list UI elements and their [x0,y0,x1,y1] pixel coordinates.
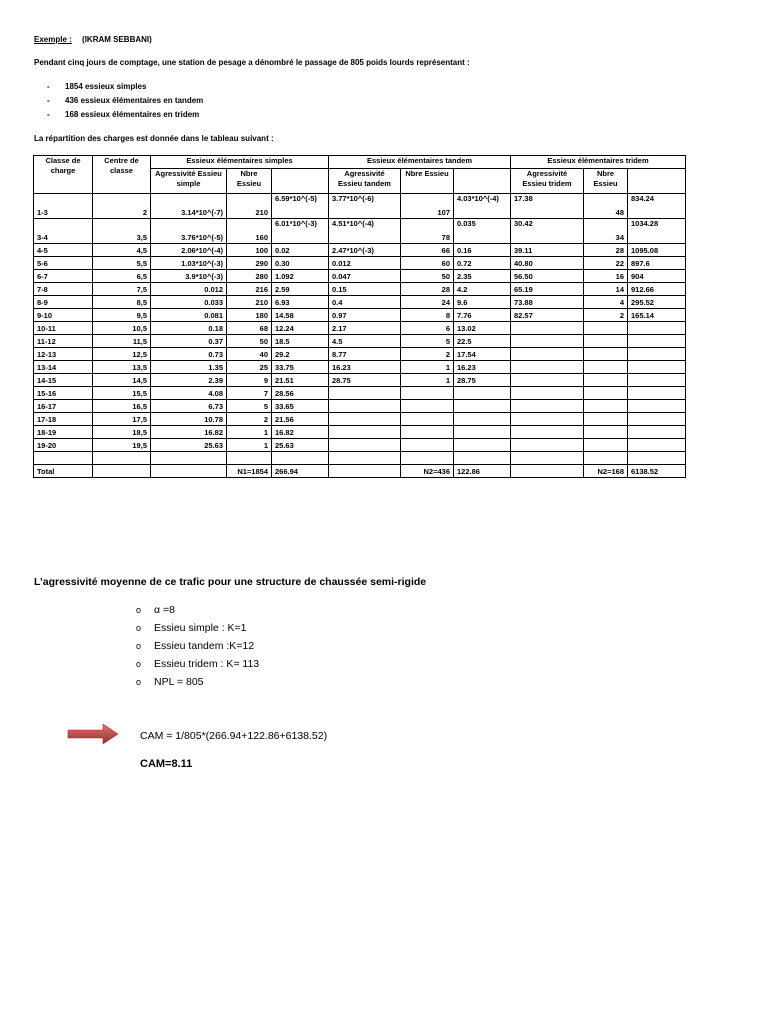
example-label: Exemple : [34,35,72,44]
cell-agg-tandem: 3.77*10^(-6) [329,194,401,219]
cell-agg-tridem [511,426,584,439]
cell-value-tandem: 9.6 [454,296,511,309]
cell-nbre-tandem: 24 [401,296,454,309]
cell-value-simple: 21.56 [272,413,329,426]
cell-agg-simple: 10.78 [151,413,227,426]
cell-agg-tridem: 39.11 [511,244,584,257]
cell-value-tridem [628,452,686,465]
cell-classe: 11-12 [34,335,93,348]
cell-agg-tridem: 17.38 [511,194,584,219]
cell-agg-tridem [511,452,584,465]
cell-centre: 14,5 [93,374,151,387]
table-row [34,244,686,257]
table-row [34,426,686,439]
cell-agg-simple: 3.14*10^(-7) [151,194,227,219]
cell-value-tandem: 7.76 [454,309,511,322]
cell-classe: 3-4 [34,219,93,244]
cell-nbre-tridem [584,439,628,452]
cell-value-simple: 2.59 [272,283,329,296]
cell-agg-tandem: 2.47*10^(-3) [329,244,401,257]
aggressiveness-title: L’agressivité moyenne de ce trafic pour une structure de chaussée semi-rigide [34,576,427,588]
cell-centre: 8,5 [93,296,151,309]
cell-centre: 15,5 [93,387,151,400]
cell-nbre-tandem: 1 [401,361,454,374]
cell-classe: 1-3 [34,194,93,219]
cell-value-tridem [628,387,686,400]
list-item: o α =8 [136,604,175,616]
table-total-row [34,465,686,478]
cam-formula: CAM = 1/805*(266.94+122.86+6138.52) [140,730,328,742]
cell-value-simple: 0.02 [272,244,329,257]
table-row [34,374,686,387]
cell-value-tridem: 897.6 [628,257,686,270]
cell-value-tridem: 1095.08 [628,244,686,257]
table-row [34,194,686,219]
list-item: o Essieu tandem :K=12 [136,640,255,652]
header-agg-tandem: Agressivité Essieu tandem [329,169,401,194]
cell-centre: 9,5 [93,309,151,322]
cell-agg-tridem [511,400,584,413]
cell-nbre-tandem [401,413,454,426]
cell-centre: 10,5 [93,322,151,335]
header-nbre-simple: Nbre Essieu [227,169,272,194]
cell-classe: 5-6 [34,257,93,270]
cell-classe: 18-19 [34,426,93,439]
header-empty [272,169,329,194]
cell-nbre-simple: 50 [227,335,272,348]
cell-nbre-tandem: 5 [401,335,454,348]
header-empty [628,169,686,194]
cell-value-tridem [628,439,686,452]
cell-nbre-tandem [401,400,454,413]
cell-nbre-simple: 68 [227,322,272,335]
cell-nbre-tandem [401,426,454,439]
cell-value-tandem: 13.02 [454,322,511,335]
cell-classe: 10-11 [34,322,93,335]
cell-agg-tridem [511,439,584,452]
cell-agg-simple: 16.82 [151,426,227,439]
cell-nbre-tridem: 22 [584,257,628,270]
cell-value-tandem [454,452,511,465]
cell-nbre-simple: 2 [227,413,272,426]
header-classe: Classe de charge [34,156,93,194]
cell-nbre-simple: 9 [227,374,272,387]
cell-value-simple: 21.51 [272,374,329,387]
header-agg-simple: Agressivité Essieu simple [151,169,227,194]
list-item: o Essieu simple : K=1 [136,622,247,634]
cell-nbre-tridem: 48 [584,194,628,219]
cell-agg-tridem [511,361,584,374]
cell-nbre-simple: 290 [227,257,272,270]
cell-agg-tridem [511,335,584,348]
cell-nbre-tridem: 16 [584,270,628,283]
cell-value-tridem [628,400,686,413]
table-row [34,257,686,270]
cell-value-tandem [454,426,511,439]
cell-value-tandem: 16.23 [454,361,511,374]
list-item: o Essieu tridem : K= 113 [136,658,260,670]
cell-agg-tandem: 16.23 [329,361,401,374]
cell-value-tridem [628,426,686,439]
table-row [34,219,686,244]
cell-value-tandem: 17.54 [454,348,511,361]
cell-nbre-tandem [401,439,454,452]
cell-nbre-tandem: 60 [401,257,454,270]
cell-agg-tandem: 0.047 [329,270,401,283]
header-centre: Centre de classe [93,156,151,194]
cell-agg-simple: 2.06*10^(-4) [151,244,227,257]
cell-value-simple: 1.092 [272,270,329,283]
example-heading [34,35,152,44]
cell-value-tandem: 4.2 [454,283,511,296]
parameter-list [136,603,259,693]
cell-value-tridem [628,335,686,348]
cell-value-simple: 14.58 [272,309,329,322]
cell-classe: 4-5 [34,244,93,257]
cell-value-simple: 33.75 [272,361,329,374]
cell-agg-tridem [511,374,584,387]
header-tridem: Essieux élémentaires tridem [511,156,686,169]
cell-value-simple: 18.5 [272,335,329,348]
cell-nbre-tandem: 50 [401,270,454,283]
list-item: - 1854 essieux simples [47,82,147,91]
cell-agg-tandem: 8.77 [329,348,401,361]
cell-value-tandem [454,439,511,452]
cell-agg-tandem: 0.4 [329,296,401,309]
cell-agg-tandem: 4.5 [329,335,401,348]
cell-agg-simple: 0.18 [151,322,227,335]
cell-value-tridem: 834.24 [628,194,686,219]
cell-nbre-tridem [584,335,628,348]
cell-nbre-simple: 160 [227,219,272,244]
cell-value-tridem: 904 [628,270,686,283]
cell-agg-tridem [511,348,584,361]
list-item: - 436 essieux élémentaires en tandem [47,96,204,105]
cell-agg-simple: 0.37 [151,335,227,348]
cell-value-tandem [454,400,511,413]
cell-nbre-simple: 100 [227,244,272,257]
cell-agg-simple: 0.012 [151,283,227,296]
cell-classe: 16-17 [34,400,93,413]
cell-nbre-tandem: 8 [401,309,454,322]
cell-agg-tridem [511,387,584,400]
cell-nbre-tandem: 1 [401,374,454,387]
cell-classe: 19-20 [34,439,93,452]
cell-agg-tandem [329,439,401,452]
cell-agg-simple: 0.73 [151,348,227,361]
cell-agg-simple: 6.73 [151,400,227,413]
cell-nbre-simple: 7 [227,387,272,400]
cell-agg-simple: 0.033 [151,296,227,309]
cell-agg-simple: 25.63 [151,439,227,452]
cell-centre: 16,5 [93,400,151,413]
cell-nbre-tandem: 66 [401,244,454,257]
cell-agg-tridem: 82.57 [511,309,584,322]
cell-agg-simple [151,465,227,478]
cell-classe: 9-10 [34,309,93,322]
cell-nbre-tridem [584,322,628,335]
cell-centre: 11,5 [93,335,151,348]
cell-classe: 6-7 [34,270,93,283]
cell-value-tandem [454,413,511,426]
cell-nbre-tridem [584,426,628,439]
cam-result: CAM=8.11 [140,758,193,770]
table-row [34,400,686,413]
cell-centre: 18,5 [93,426,151,439]
cell-centre: 5,5 [93,257,151,270]
cell-value-tridem [628,374,686,387]
cell-nbre-tandem: 78 [401,219,454,244]
header-simples: Essieux élémentaires simples [151,156,329,169]
cell-nbre-tridem: 4 [584,296,628,309]
cell-value-simple: 0.30 [272,257,329,270]
cell-value-tridem: 6138.52 [628,465,686,478]
cell-value-simple: 33.65 [272,400,329,413]
axle-count-list [47,82,203,124]
table-row [34,309,686,322]
header-nbre-tridem: Nbre Essieu [584,169,628,194]
cell-value-tridem [628,348,686,361]
cell-value-tandem [454,387,511,400]
cell-value-tandem: 2.35 [454,270,511,283]
cell-value-tandem: 4.03*10^(-4) [454,194,511,219]
cell-value-simple: 28.56 [272,387,329,400]
cell-value-simple: 29.2 [272,348,329,361]
cell-nbre-simple: 25 [227,361,272,374]
cell-nbre-simple: N1=1854 [227,465,272,478]
cell-classe: 17-18 [34,413,93,426]
cell-classe: 8-9 [34,296,93,309]
cell-value-tridem [628,361,686,374]
cell-value-tandem: 22.5 [454,335,511,348]
cell-agg-tandem: 0.15 [329,283,401,296]
cell-value-tridem: 912.66 [628,283,686,296]
cell-agg-simple: 1.03*10^(-3) [151,257,227,270]
cell-nbre-tridem [584,413,628,426]
cell-nbre-tandem: 6 [401,322,454,335]
cell-nbre-tandem [401,387,454,400]
cell-value-simple: 6.59*10^(-5) [272,194,329,219]
cell-classe: 13-14 [34,361,93,374]
table-row [34,335,686,348]
cell-nbre-tridem [584,374,628,387]
table-row [34,270,686,283]
cell-agg-tandem [329,400,401,413]
header-nbre-tandem: Nbre Essieu [401,169,454,194]
cell-nbre-simple: 1 [227,426,272,439]
cell-nbre-tridem: 14 [584,283,628,296]
cell-agg-tandem [329,452,401,465]
table-row [34,413,686,426]
cell-value-tandem: 0.035 [454,219,511,244]
intro-paragraph: Pendant cinq jours de comptage, une station de pesage a dénombré le passage de 805 poids lourds représentant : [34,58,470,67]
table-row [34,452,686,465]
cell-value-tandem: 0.72 [454,257,511,270]
cell-nbre-tridem [584,387,628,400]
cell-classe: 7-8 [34,283,93,296]
cell-value-simple: 6.93 [272,296,329,309]
cell-nbre-simple: 280 [227,270,272,283]
cell-nbre-simple: 5 [227,400,272,413]
cell-nbre-simple [227,452,272,465]
table-row [34,322,686,335]
header-tandem: Essieux élémentaires tandem [329,156,511,169]
cell-agg-simple: 4.08 [151,387,227,400]
cell-nbre-tandem: 2 [401,348,454,361]
cell-agg-tandem: 28.75 [329,374,401,387]
cell-centre: 12,5 [93,348,151,361]
cell-agg-tandem: 2.17 [329,322,401,335]
cell-value-simple: 266.94 [272,465,329,478]
cell-nbre-simple: 1 [227,439,272,452]
cell-nbre-simple: 210 [227,296,272,309]
cell-centre: 4,5 [93,244,151,257]
cell-value-tridem [628,413,686,426]
table-row [34,439,686,452]
cell-nbre-tridem: N2=168 [584,465,628,478]
cell-centre: 19,5 [93,439,151,452]
cell-classe: Total [34,465,93,478]
cell-value-tandem: 122.86 [454,465,511,478]
cell-agg-tridem [511,322,584,335]
cell-value-simple: 25.63 [272,439,329,452]
cell-centre: 2 [93,194,151,219]
cell-classe: 15-16 [34,387,93,400]
table-row [34,361,686,374]
cell-value-tridem: 165.14 [628,309,686,322]
cell-nbre-tandem [401,452,454,465]
cell-centre [93,465,151,478]
cell-agg-simple: 3.9*10^(-3) [151,270,227,283]
cell-agg-tandem: 0.012 [329,257,401,270]
cell-value-tandem: 0.16 [454,244,511,257]
cell-centre: 13,5 [93,361,151,374]
cell-nbre-simple: 180 [227,309,272,322]
cell-agg-tridem: 65.19 [511,283,584,296]
cell-agg-tridem: 73.88 [511,296,584,309]
cell-nbre-tridem [584,452,628,465]
cell-agg-tandem [329,465,401,478]
cell-nbre-tridem: 2 [584,309,628,322]
author-name: (IKRAM SEBBANI) [82,35,152,44]
cell-classe: 14-15 [34,374,93,387]
cell-nbre-tandem: 28 [401,283,454,296]
cell-nbre-tandem: 107 [401,194,454,219]
table-row [34,348,686,361]
cell-nbre-simple: 210 [227,194,272,219]
cell-centre: 17,5 [93,413,151,426]
header-empty [454,169,511,194]
cell-agg-tandem: 4.51*10^(-4) [329,219,401,244]
cell-agg-simple: 2.39 [151,374,227,387]
cell-agg-tandem [329,413,401,426]
cell-classe [34,452,93,465]
cell-nbre-tridem: 28 [584,244,628,257]
table-body [34,194,686,478]
cell-centre: 7,5 [93,283,151,296]
table-intro: La répartition des charges est donnée dans le tableau suivant : [34,134,274,143]
cell-nbre-tridem [584,400,628,413]
cell-value-tridem [628,322,686,335]
cell-agg-tridem [511,465,584,478]
cell-value-simple: 6.01*10^(-3) [272,219,329,244]
cell-agg-simple [151,452,227,465]
cell-agg-tridem: 56.50 [511,270,584,283]
cell-agg-tridem: 30.42 [511,219,584,244]
cell-agg-simple: 1.35 [151,361,227,374]
list-item: o NPL = 805 [136,676,204,688]
cell-agg-simple: 0.081 [151,309,227,322]
cell-centre [93,452,151,465]
table-row [34,283,686,296]
cell-value-tridem: 295.52 [628,296,686,309]
cell-agg-simple: 3.76*10^(-5) [151,219,227,244]
cell-agg-tandem: 0.97 [329,309,401,322]
cell-nbre-tridem: 34 [584,219,628,244]
cell-agg-tandem [329,387,401,400]
table-row [34,387,686,400]
cell-value-simple: 16.82 [272,426,329,439]
cell-value-simple [272,452,329,465]
cell-nbre-simple: 216 [227,283,272,296]
load-distribution-table [33,155,686,478]
cell-value-simple: 12.24 [272,322,329,335]
cell-agg-tridem [511,413,584,426]
list-item: - 168 essieux élémentaires en tridem [47,110,200,119]
cell-centre: 6,5 [93,270,151,283]
cell-centre: 3,5 [93,219,151,244]
cell-nbre-tridem [584,361,628,374]
cell-agg-tridem: 40.80 [511,257,584,270]
cell-classe: 12-13 [34,348,93,361]
header-agg-tridem: Agressivité Essieu tridem [511,169,584,194]
cell-value-tridem: 1034.28 [628,219,686,244]
table-row [34,296,686,309]
cell-nbre-tandem: N2=436 [401,465,454,478]
right-arrow-icon [67,722,119,746]
cell-agg-tandem [329,426,401,439]
cell-nbre-tridem [584,348,628,361]
table-header-row [34,156,686,169]
cell-nbre-simple: 40 [227,348,272,361]
cell-value-tandem: 28.75 [454,374,511,387]
